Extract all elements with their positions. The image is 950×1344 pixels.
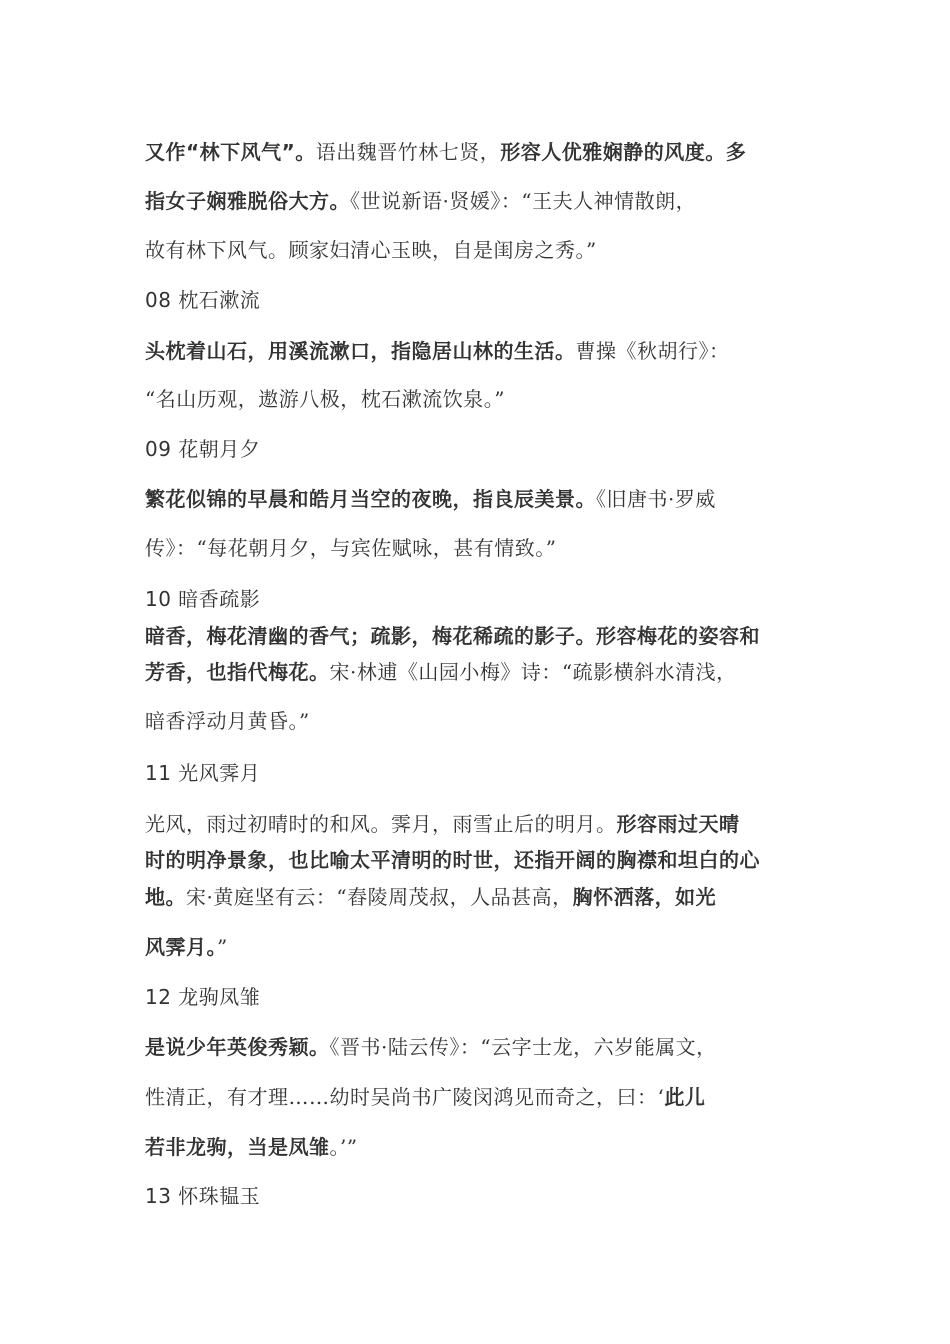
bold-text: 风霁月。 <box>145 935 217 959</box>
paragraph-line <box>145 1084 825 1110</box>
bold-text: 指女子娴雅脱俗大方。 <box>145 189 350 213</box>
paragraph-line <box>145 811 825 837</box>
paragraph-line <box>145 188 825 214</box>
text: 曹操《秋胡行》： <box>575 339 730 363</box>
paragraph-line <box>145 386 825 412</box>
paragraph-line <box>145 934 825 960</box>
text: 暗香浮动月黄昏。” <box>145 709 310 733</box>
entry-heading: 08 枕石漱流 <box>145 288 261 312</box>
paragraph-line <box>145 708 825 734</box>
text: ” <box>217 935 228 959</box>
paragraph-line <box>145 659 825 685</box>
paragraph-line <box>145 884 825 910</box>
bold-text: 此儿 <box>664 1085 706 1109</box>
paragraph-line <box>145 139 825 165</box>
bold-text: 繁花似锦的早晨和皓月当空的夜晚，指良辰美景。 <box>145 487 596 511</box>
bold-text: 是说少年英俊秀颖。 <box>145 1035 330 1059</box>
paragraph-line <box>145 338 825 364</box>
paragraph-line <box>145 237 825 263</box>
bold-text: 暗香，梅花清幽的香气；疏影，梅花稀疏的影子。形容梅花的姿容和 <box>145 624 760 648</box>
bold-text: 又作“林下风气”。 <box>145 140 316 164</box>
text: 《旧唐书·罗威 <box>596 487 716 511</box>
text: 。’” <box>329 1135 358 1159</box>
paragraph-line <box>145 535 825 561</box>
bold-text: 若非龙驹，当是凤雏 <box>145 1135 330 1159</box>
text: 《世说新语·贤媛》：“王夫人神情散朗， <box>350 189 697 213</box>
entry-heading: 09 花朝月夕 <box>145 437 261 461</box>
text: 宋·黄庭坚有云：“舂陵周茂叔，人品甚高， <box>186 885 573 909</box>
text: 《晋书·陆云传》：“云字士龙，六岁能属文， <box>329 1035 717 1059</box>
paragraph-line <box>145 1034 825 1060</box>
paragraph-line <box>145 486 825 512</box>
text: 光风，雨过初晴时的和风。霁月，雨雪止后的明月。 <box>145 812 617 836</box>
text: “名山历观，遨游八极，枕石漱流饮泉。” <box>145 387 505 411</box>
text: 语出魏晋竹林七贤， <box>315 140 501 164</box>
paragraph-line <box>145 1134 825 1160</box>
entry-heading: 10 暗香疏影 <box>145 587 261 611</box>
paragraph-line <box>145 847 825 873</box>
bold-text: 芳香，也指代梅花。 <box>145 660 330 684</box>
text: 宋·林逋《山园小梅》诗：“疏影横斜水清浅， <box>329 660 737 684</box>
entry-heading: 11 光风霁月 <box>145 761 261 785</box>
entry-heading: 13 怀珠韫玉 <box>145 1184 261 1208</box>
bold-text: 地。 <box>145 885 186 909</box>
bold-text: 头枕着山石，用溪流漱口，指隐居山林的生活。 <box>145 339 576 363</box>
bold-text: 时的明净景象，也比喻太平清明的时世，还指开阔的胸襟和坦白的心 <box>145 848 760 872</box>
bold-text: 胸怀洒落，如光 <box>572 885 717 909</box>
bold-text: 形容人优雅娴静的风度。多 <box>500 140 747 164</box>
paragraph-line <box>145 623 825 649</box>
text: 故有林下风气。顾家妇清心玉映，自是闺房之秀。” <box>145 238 597 262</box>
text: 性清正，有才理……幼时吴尚书广陵闵鸿见而奇之，曰：‘ <box>145 1085 665 1109</box>
text: 传》：“每花朝月夕，与宾佐赋咏，甚有情致。” <box>145 536 557 560</box>
entry-heading: 12 龙驹凤雏 <box>145 985 261 1009</box>
bold-text: 形容雨过天晴 <box>616 812 740 836</box>
